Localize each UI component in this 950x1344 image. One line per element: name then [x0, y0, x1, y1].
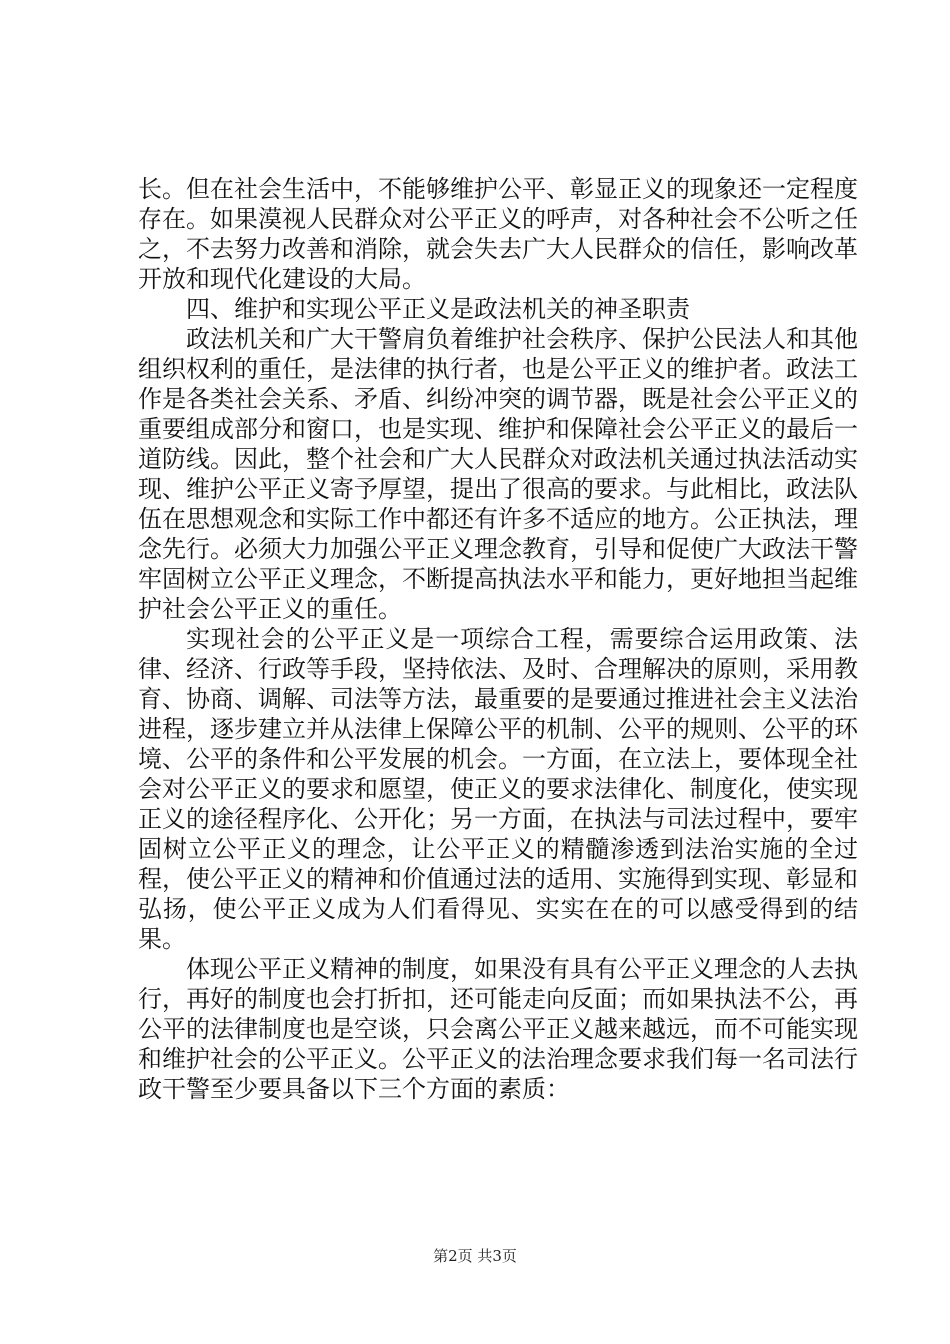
section-heading: 四、维护和实现公平正义是政法机关的神圣职责 — [186, 295, 690, 323]
page-footer: 第2页 共3页 — [433, 1247, 517, 1265]
paragraph: 体现公平正义精神的制度，如果没有具有公平正义理念的人去执行，再好的制度也会打折扣，还可能走向反面；而如果执法不公，再公平的法律制度也是空谈，只会离公平正义越来越远，而不可能实现和维护社会的公平正义。公平正义的法治理念要求我们每一名司法行政干警至少要具备以下三个方面的素质： — [138, 955, 858, 1103]
paragraph: 政法机关和广大干警肩负着维护社会秩序、保护公民法人和其他组织权利的重任，是法律的执行者，也是公平正义的维护者。政法工作是各类社会关系、矛盾、纠纷冲突的调节器，既是社会公平正义的重要组成部分和窗口，也是实现、维护和保障社会公平正义的最后一道防线。因此，整个社会和广大人民群众对政法机关通过执法活动实现、维护公平正义寄予厚望，提出了很高的要求。与此相比，政法队伍在思想观念和实际工作中都还有许多不适应的地方。公正执法，理念先行。必须大力加强公平正义理念教育，引导和促使广大政法干警牢固树立公平正义理念，不断提高执法水平和能力，更好地担当起维护社会公平正义的重任。 — [138, 325, 858, 623]
paragraph: 实现社会的公平正义是一项综合工程，需要综合运用政策、法律、经济、行政等手段，坚持依法、及时、合理解决的原则，采用教育、协商、调解、司法等方法，最重要的是要通过推进社会主义法治进程，逐步建立并从法律上保障公平的机制、公平的规则、公平的环境、公平的条件和公平发展的机会。一方面，在立法上，要体现全社会对公平正义的要求和愿望，使正义的要求法律化、制度化，使实现正义的途径程序化、公开化；另一方面，在执法与司法过程中，要牢固树立公平正义的理念，让公平正义的精髓渗透到法治实施的全过程，使公平正义的精神和价值通过法的适用、实施得到实现、彰显和弘扬，使公平正义成为人们看得见、实实在在的可以感受得到的结果。 — [138, 625, 858, 953]
document-body — [138, 174, 858, 1104]
paragraph-continuation: 长。但在社会生活中，不能够维护公平、彰显正义的现象还一定程度存在。如果漠视人民群众对公平正义的呼声，对各种社会不公听之任之，不去努力改善和消除，就会失去广大人民群众的信任，影响改革开放和现代化建设的大局。 — [138, 175, 858, 293]
